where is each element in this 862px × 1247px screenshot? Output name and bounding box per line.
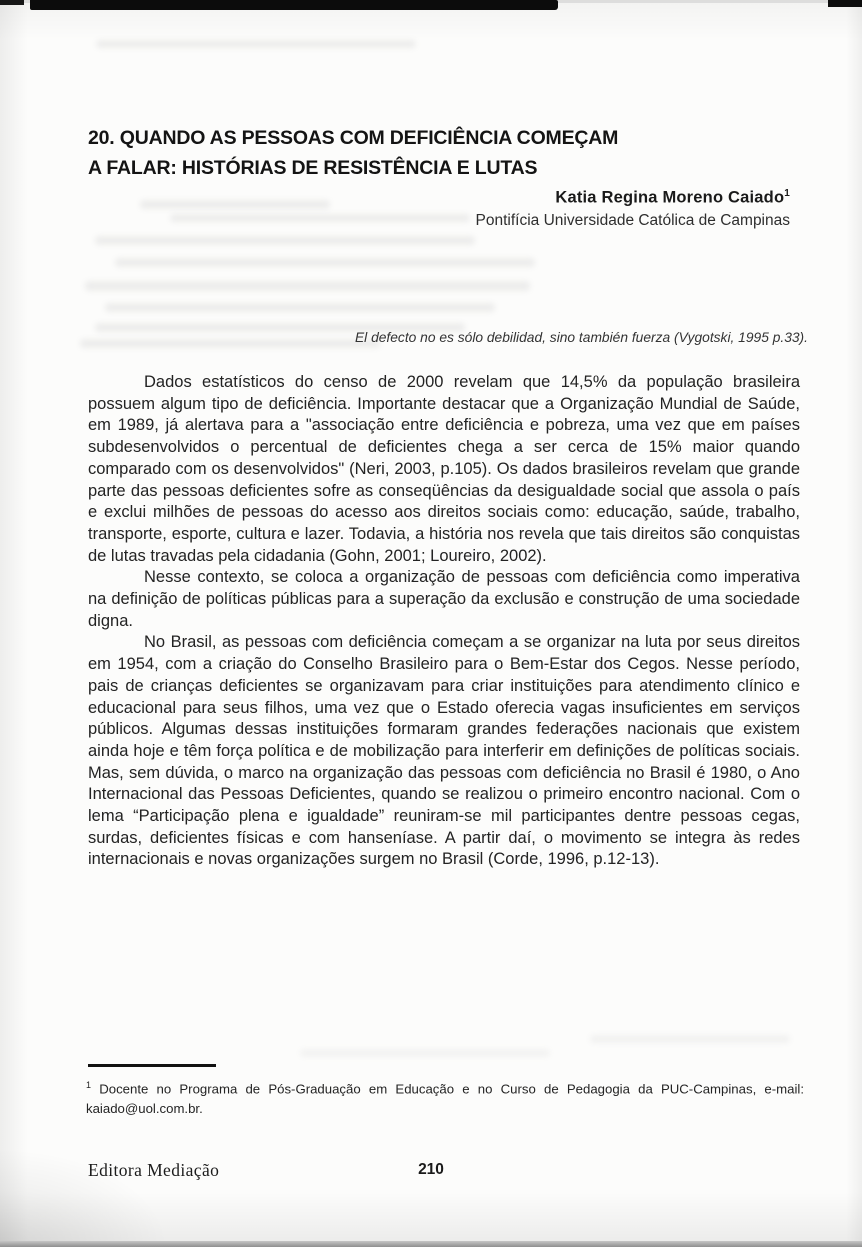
footer-publisher: Editora Mediação	[88, 1160, 220, 1180]
scan-edge-artifact	[0, 1241, 862, 1247]
author-footnote-mark: 1	[784, 188, 790, 199]
author-name	[476, 188, 790, 208]
bleed-through-artifact	[115, 258, 535, 267]
footnote	[86, 1076, 804, 1118]
chapter-title-line2: A FALAR: HISTÓRIAS DE RESISTÊNCIA E LUTAS	[88, 156, 538, 179]
bleed-through-artifact	[140, 200, 330, 209]
chapter-title	[88, 124, 788, 183]
footer-page-number: 210	[418, 1161, 444, 1178]
paragraph: No Brasil, as pessoas com deficiência começam a se organizar na luta por seus direitos em 1954, com a criação do Conselho Brasileiro para o Bem-Estar dos Cegos. Nesse período, pais de crianças deficientes se organizavam para criar instituições para atendimento clínico e educacional para seus filhos, uma vez que o Estado oferecia vagas insuficientes em serviços públicos. Algumas dessas instituições formaram grandes federações nacionais que existem ainda hoje e têm força política e de mobilização para interferir em definições de políticas sociais. Mas, sem dúvida, o marco na organização das pessoas com deficiência no Brasil é 1980, o Ano Internacional das Pessoas Deficientes, quando se realizou o primeiro encontro nacional. Com o lema “Participação plena e igualdade” reuniram-se mil participantes dentre pessoas cegas, surdas, deficientes físicas e com hanseníase. A partir daí, o movimento se integra às redes internacionais e novas organizações surgem no Brasil (Corde, 1996, p.12-13).	[88, 633, 800, 869]
bleed-through-artifact	[300, 1049, 550, 1057]
author-affiliation: Pontifícia Universidade Católica de Campinas	[475, 211, 790, 229]
bleed-through-artifact	[590, 1035, 790, 1043]
author-name-text: Katia Regina Moreno Caiado	[555, 188, 785, 207]
paragraph: Dados estatísticos do censo de 2000 revelam que 14,5% da população brasileira possuem algum tipo de deficiência. Importante destacar que a Organização Mundial de Saúde, em 1989, já alertava para a "associação entre deficiência e pobreza, uma vez que em países subdesenvolvidos o percentual de deficientes chega a ser cerca de 15% maior quando comparado com os desenvolvidos" (Neri, 2003, p.105). Os dados brasileiros revelam que grande parte das pessoas deficientes sofre as conseqüências da desigualdade social que assola o país e exclui milhões de pessoas do acesso aos direitos sociais como: educação, saúde, trabalho, transporte, esporte, cultura e lazer. Todavia, a história nos revela que tais direitos são conquistas de lutas travadas pela cidadania (Gohn, 2001; Loureiro, 2002).	[88, 373, 800, 565]
scan-corner-artifact	[828, 0, 862, 7]
bleed-through-artifact	[96, 40, 416, 48]
bleed-through-artifact	[95, 236, 475, 245]
body-text	[88, 372, 800, 871]
footnote-text: Docente no Programa de Pós-Graduação em Educação e no Curso de Pedagogia da PUC-Campinas, e-mail: kaiado@uol.com.br.	[86, 1081, 804, 1116]
byline	[476, 188, 790, 230]
epigraph-quote: El defecto no es sólo debilidad, sino también fuerza (Vygotski, 1995 p.33).	[354, 330, 808, 345]
chapter-title-line1: 20. QUANDO AS PESSOAS COM DEFICIÊNCIA COMEÇAM	[88, 127, 619, 149]
scan-corner-artifact	[0, 0, 24, 5]
paragraph: Nesse contexto, se coloca a organização de pessoas com deficiência como imperativa na definição de políticas públicas para a superação da exclusão e construção de uma sociedade digna.	[88, 568, 800, 630]
bleed-through-artifact	[105, 303, 495, 312]
footnote-divider	[88, 1064, 216, 1067]
scan-black-bar-artifact	[30, 0, 558, 10]
bleed-through-artifact	[170, 214, 470, 222]
bleed-through-artifact	[85, 281, 530, 291]
footnote-mark: 1	[86, 1080, 92, 1090]
